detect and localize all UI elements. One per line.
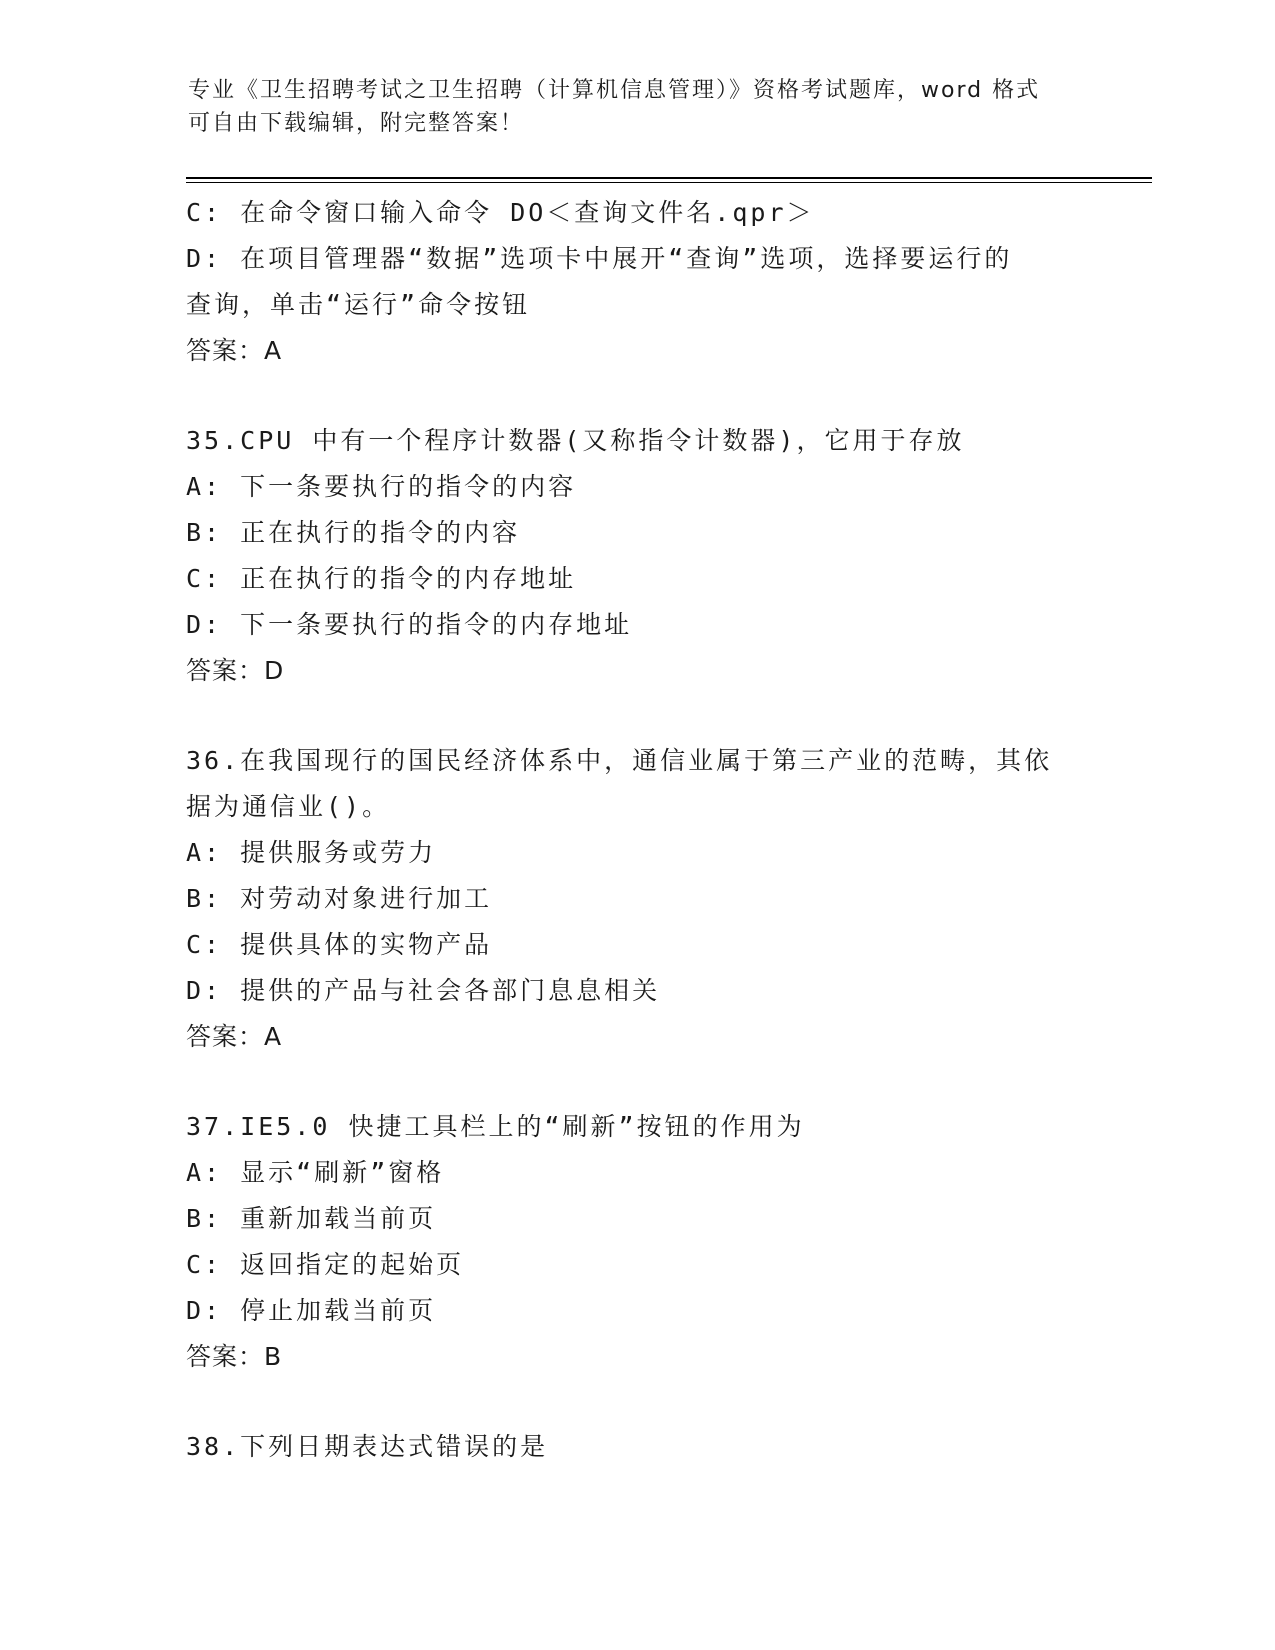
question-36 (186, 738, 1086, 1060)
option-d: D: 停止加载当前页 (186, 1296, 437, 1325)
answer: 答案：D (186, 656, 285, 685)
option-b: B: 对劳动对象进行加工 (186, 884, 493, 913)
answer: 答案：A (186, 1022, 283, 1051)
question-content (186, 190, 1086, 1470)
option-d: D: 下一条要执行的指令的内存地址 (186, 610, 633, 639)
option-c: C: 正在执行的指令的内存地址 (186, 564, 577, 593)
question-stem: 38.下列日期表达式错误的是 (186, 1432, 549, 1461)
question-stem: 37.IE5.0 快捷工具栏上的“刷新”按钮的作用为 (186, 1112, 805, 1141)
spacer (186, 1060, 1086, 1104)
answer: 答案：B (186, 1342, 283, 1371)
question-stem: 35.CPU 中有一个程序计数器(又称指令计数器)，它用于存放 (186, 426, 965, 455)
spacer (186, 694, 1086, 738)
question-34-tail (186, 190, 1086, 374)
header-line-2: 可自由下载编辑，附完整答案！ (188, 111, 525, 136)
option-d: D: 在项目管理器“数据”选项卡中展开“查询”选项，选择要运行的 (186, 244, 1013, 273)
spacer (186, 1380, 1086, 1424)
document-header (188, 74, 1088, 140)
answer: 答案：A (186, 336, 283, 365)
option-d-continued: 查询，单击“运行”命令按钮 (186, 290, 531, 319)
option-c: C: 在命令窗口输入命令 DO＜查询文件名.qpr＞ (186, 198, 815, 227)
option-c: C: 提供具体的实物产品 (186, 930, 493, 959)
option-b: B: 重新加载当前页 (186, 1204, 437, 1233)
option-c: C: 返回指定的起始页 (186, 1250, 465, 1279)
question-stem-continued: 据为通信业()。 (186, 792, 391, 821)
question-35 (186, 418, 1086, 694)
header-line-1: 专业《卫生招聘考试之卫生招聘（计算机信息管理）》资格考试题库，word 格式 (188, 78, 1041, 103)
option-a: A: 下一条要执行的指令的内容 (186, 472, 577, 501)
option-d: D: 提供的产品与社会各部门息息相关 (186, 976, 661, 1005)
spacer (186, 374, 1086, 418)
option-b: B: 正在执行的指令的内容 (186, 518, 521, 547)
question-stem: 36.在我国现行的国民经济体系中，通信业属于第三产业的范畴，其依 (186, 746, 1053, 775)
question-38 (186, 1424, 1086, 1470)
header-divider-thin (186, 182, 1152, 183)
header-divider-thick (186, 177, 1152, 179)
option-a: A: 显示“刷新”窗格 (186, 1158, 445, 1187)
question-37 (186, 1104, 1086, 1380)
option-a: A: 提供服务或劳力 (186, 838, 437, 867)
